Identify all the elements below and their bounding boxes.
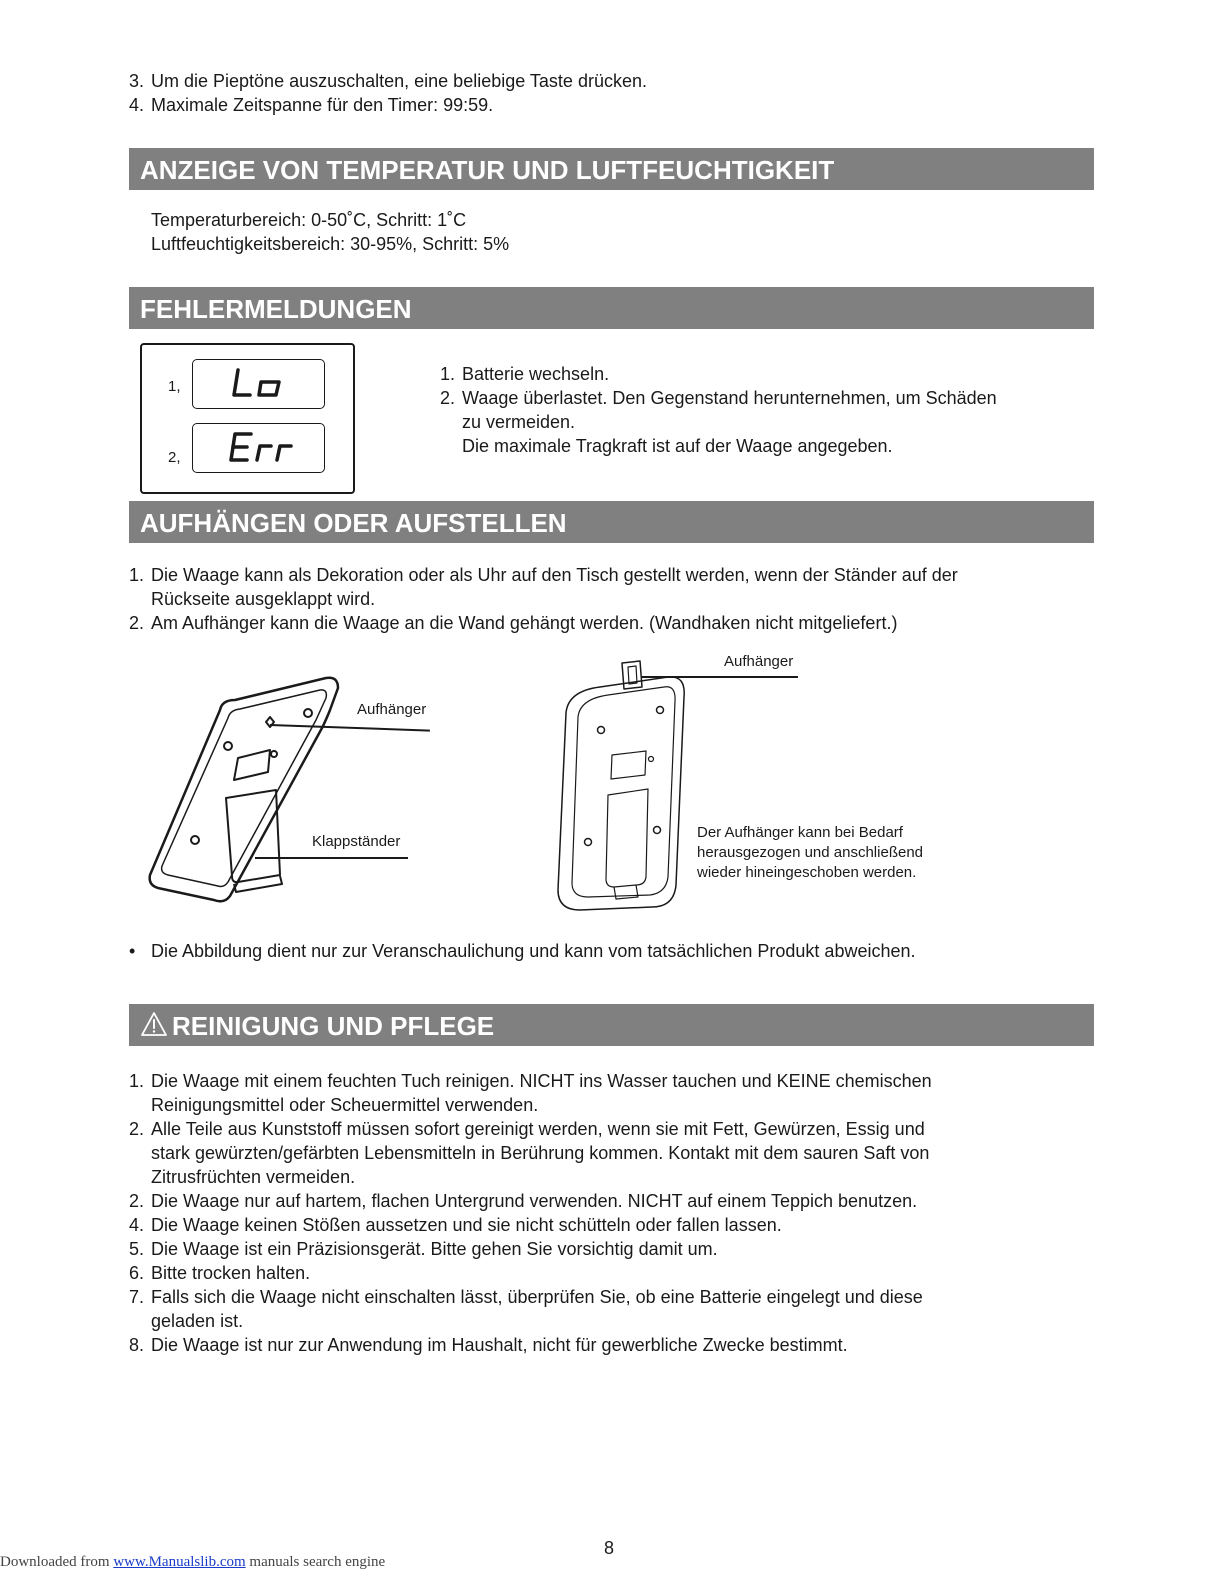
download-footer — [0, 1554, 385, 1571]
error-display-number: 2, — [168, 449, 181, 466]
section-header-errors: FEHLERMELDUNGEN — [129, 287, 1094, 329]
item-text: stark gewürzten/gefärbten Lebensmitteln in Berührung kommen. Kontakt mit dem sauren Saft von — [151, 1143, 930, 1163]
list-item — [129, 1069, 1089, 1117]
label-hanger-right: Aufhänger — [724, 653, 794, 670]
list-item — [129, 611, 1089, 635]
item-number: 6. — [129, 1263, 145, 1283]
item-text: Die Waage kann als Dekoration oder als Uhr auf den Tisch gestellt werden, wenn der Ständer auf der — [151, 565, 958, 585]
illustration-disclaimer — [129, 939, 916, 963]
list-item — [129, 1117, 1089, 1189]
list-item — [129, 1285, 1089, 1333]
cleaning-list — [129, 1069, 1089, 1357]
footer-prefix: Downloaded from — [0, 1554, 114, 1570]
item-number: 4. — [129, 1215, 145, 1235]
list-item — [129, 1237, 1089, 1261]
list-item — [129, 1213, 1089, 1237]
label-stand: Klappständer — [312, 833, 401, 850]
label-hanger-left: Aufhänger — [357, 701, 427, 718]
item-text: Falls sich die Waage nicht einschalten lässt, überprüfen Sie, ob eine Batterie eingelegt und diese — [151, 1287, 923, 1307]
list-item — [440, 362, 997, 386]
list-item — [129, 563, 1089, 611]
item-text: Batterie wechseln. — [462, 364, 610, 384]
item-text: geladen ist. — [151, 1311, 244, 1331]
list-item — [129, 1261, 1089, 1285]
item-number: 2. — [129, 613, 145, 633]
section-title: REINIGUNG UND PFLEGE — [172, 1011, 495, 1041]
list-item — [129, 93, 1089, 117]
item-number: 1. — [440, 364, 456, 384]
warning-triangle-icon — [140, 1011, 168, 1037]
item-number: 2. — [129, 1119, 145, 1139]
item-text: Die Waage ist nur zur Anwendung im Haushalt, nicht für gewerbliche Zwecke bestimmt. — [151, 1335, 848, 1355]
list-item — [129, 69, 1089, 93]
manualslib-link[interactable]: www.Manualslib.com — [113, 1554, 246, 1570]
item-number: 4. — [129, 95, 145, 115]
item-text: Alle Teile aus Kunststoff müssen sofort gereinigt werden, wenn sie mit Fett, Gewürzen, Essig und — [151, 1119, 925, 1139]
item-number: 5. — [129, 1239, 145, 1259]
note-line: Der Aufhänger kann bei Bedarf — [697, 824, 903, 841]
note-line: herausgezogen und anschließend — [697, 844, 924, 861]
item-text: Um die Pieptöne auszuschalten, eine beliebige Taste drücken. — [151, 71, 647, 91]
item-text: Die Waage nur auf hartem, flachen Untergrund verwenden. NICHT auf einem Teppich benutzen. — [151, 1191, 918, 1211]
item-number: 1. — [129, 565, 145, 585]
note-line: wieder hineingeschoben werden. — [697, 864, 917, 881]
lcd-screen — [192, 359, 325, 409]
callout-line — [642, 676, 798, 678]
item-number: 3. — [129, 71, 145, 91]
list-item — [129, 1333, 1089, 1357]
page-number: 8 — [604, 1538, 615, 1558]
scale-back-illustration — [550, 655, 700, 920]
item-text: Bitte trocken halten. — [151, 1263, 311, 1283]
bullet-item — [129, 939, 916, 963]
item-number: 2. — [129, 1191, 145, 1211]
hanger-note — [697, 823, 923, 883]
item-text: Die Waage keinen Stößen aussetzen und sie nicht schütteln oder fallen lassen. — [151, 1215, 782, 1235]
item-text: Maximale Zeitspanne für den Timer: 99:59. — [151, 95, 494, 115]
item-text: Reinigungsmittel oder Scheuermittel verwenden. — [151, 1095, 539, 1115]
item-text: zu vermeiden. — [462, 412, 576, 432]
temperature-range: Temperaturbereich: 0-50˚C, Schritt: 1˚C — [151, 210, 467, 230]
error-list — [440, 362, 997, 458]
item-text: Rückseite ausgeklappt wird. — [151, 589, 376, 609]
footer-suffix: manuals search engine — [245, 1554, 386, 1570]
item-text: Die Waage ist ein Präzisionsgerät. Bitte gehen Sie vorsichtig damit um. — [151, 1239, 718, 1259]
item-text: Die Waage mit einem feuchten Tuch reinigen. NICHT ins Wasser tauchen und KEINE chemischen — [151, 1071, 932, 1091]
item-text: Zitrusfrüchten vermeiden. — [151, 1167, 356, 1187]
list-item — [129, 1189, 1089, 1213]
item-number: 1. — [129, 1071, 145, 1091]
list-item — [440, 386, 997, 458]
item-text: Waage überlastet. Den Gegenstand herunternehmen, um Schäden — [462, 388, 997, 408]
bullet-text: Die Abbildung dient nur zur Veranschaulichung und kann vom tatsächlichen Produkt abweichen. — [151, 941, 916, 961]
section-header-temperature: ANZEIGE VON TEMPERATUR UND LUFTFEUCHTIGKEIT — [129, 148, 1094, 190]
error-display-number: 1, — [168, 378, 181, 395]
callout-line — [255, 857, 408, 859]
mounting-list — [129, 563, 1089, 635]
item-text: Am Aufhänger kann die Waage an die Wand gehängt werden. (Wandhaken nicht mitgeliefert.) — [151, 613, 898, 633]
bullet-symbol: • — [129, 941, 136, 961]
intro-list — [129, 69, 1089, 117]
lcd-lo-code — [193, 360, 323, 407]
lcd-screen — [192, 423, 325, 473]
error-display-figure — [140, 343, 355, 494]
item-number: 7. — [129, 1287, 145, 1307]
humidity-range: Luftfeuchtigkeitsbereich: 30-95%, Schritt: 5% — [151, 234, 510, 254]
temperature-specs — [151, 208, 509, 256]
section-header-mounting: AUFHÄNGEN ODER AUFSTELLEN — [129, 501, 1094, 543]
item-number: 2. — [440, 388, 456, 408]
lcd-err-code — [193, 424, 323, 471]
item-number: 8. — [129, 1335, 145, 1355]
item-text: Die maximale Tragkraft ist auf der Waage angegeben. — [462, 436, 893, 456]
section-header-cleaning — [129, 1004, 1094, 1046]
